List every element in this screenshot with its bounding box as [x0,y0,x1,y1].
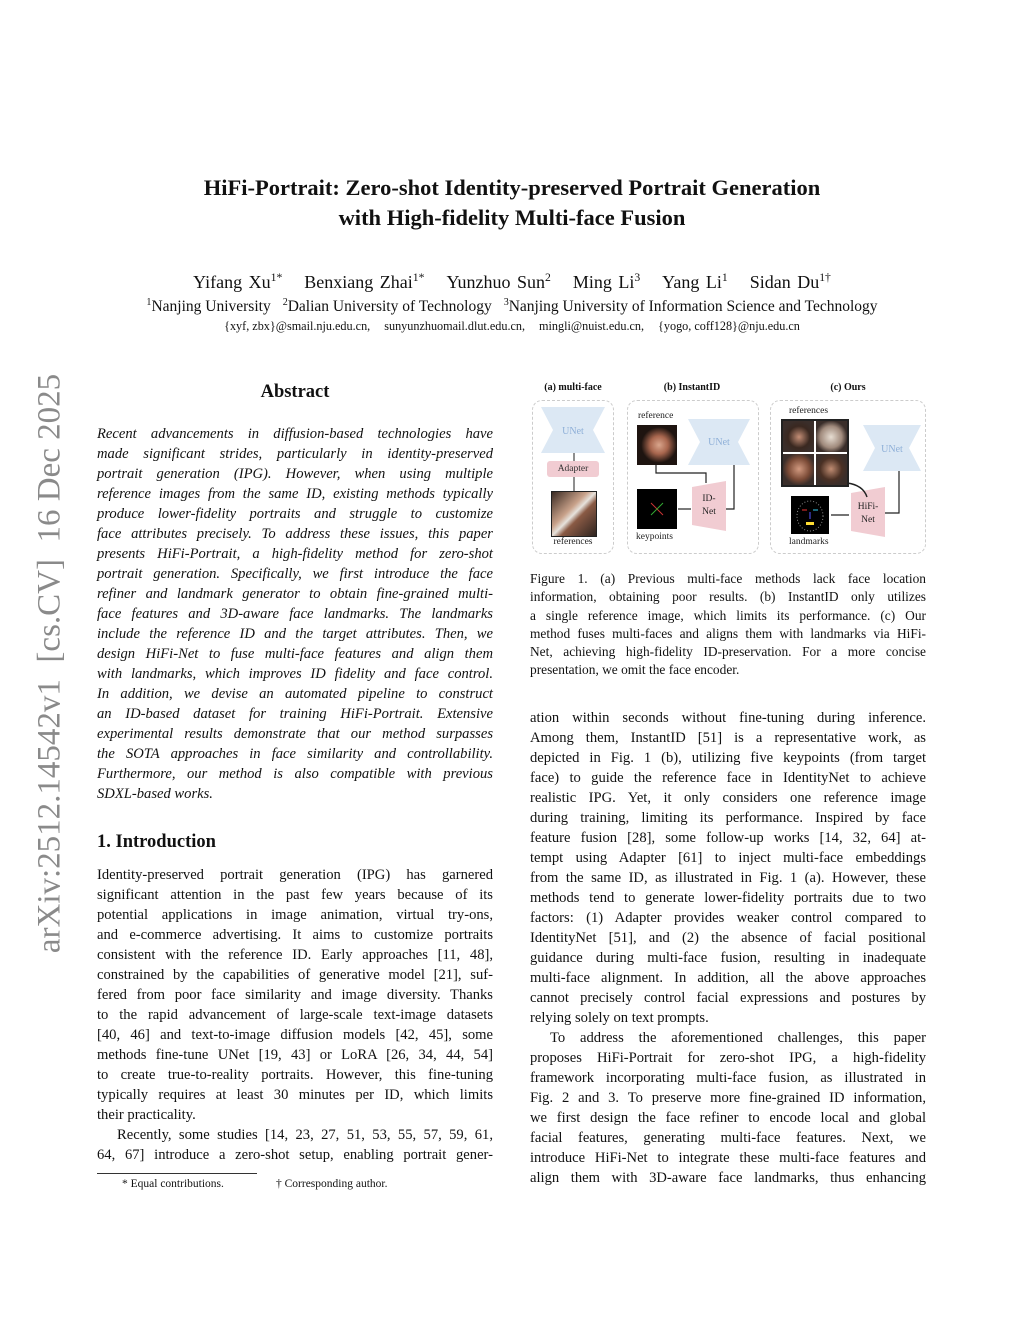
text-line: Fig. 2 and 3. To preserve more fine-grained ID information, [530,1090,926,1106]
text-line: with landmarks, which improves ID fidelity and face control. [97,666,493,682]
text-line: to the rapid advancement of large-scale text-image datasets [97,1007,493,1023]
text-line: Identity-preserved portrait generation (IPG) has garnered [97,867,493,883]
text-line: framework incorporating multi-face fusion, as illustrated in [530,1070,926,1086]
text-line: Among them, InstantID [51] is a representative work, as [530,730,926,746]
text-line: and e-commerce advertising. It aims to customize portraits [97,927,493,943]
text-line: include the reference ID and the target attributes. Then, we [97,626,493,642]
affiliation [283,298,492,315]
text-line: methods tend to generate lower-fidelity portraits due to two [530,890,926,906]
text-line: presentation, we omit the face encoder. [530,662,740,678]
text-line: ation within seconds without fine-tuning during inference. [530,710,926,726]
text-line: introduce HiFi-Net to integrate these multi-face features and [530,1150,926,1166]
text-line: IdentityNet [51], and (2) the absence of facial positional [530,930,926,946]
abstract-heading: Abstract [260,382,330,402]
text-line: feature fusion [28], some follow-up works [14, 32, 64] at- [530,830,926,846]
landmarks-label: landmarks [789,537,829,547]
author-name: Yunzhuo Sun [446,272,545,292]
text-line: their practicality. [97,1107,196,1123]
text-line: to create true-to-reality portraits. However, this fine-tuning [97,1067,493,1083]
text-line: realistic IPG. Yet, it only considers one reference image [530,790,926,806]
author-name: Benxiang Zhai [304,272,413,292]
text-line: face features and 3D-aware face landmarks. The landmarks [97,606,493,622]
text-line: design HiFi-Net to fuse multi-face features and align them [97,646,493,662]
arrows [771,401,925,553]
adapter-block: Adapter [547,461,599,477]
text-line: 64, 67] introduce a zero-shot setup, enabling portrait gener- [97,1147,493,1163]
text-line: Furthermore, our method is also compatible with previous [97,766,493,782]
text-line: tempt using Adapter [61] to inject multi-face embeddings [530,850,926,866]
paper-title-line-2: with High-fidelity Multi-face Fusion [338,205,686,230]
author-name: Sidan Du [749,272,820,292]
text-line: we first design the face refiner to encode local and global [530,1110,926,1126]
email-address: {xyf, zbx}@smail.nju.edu.cn, [224,319,371,333]
figure-1-caption [530,570,926,680]
text-line: Recent advancements in diffusion-based technologies have [97,426,493,442]
panel-c-ours [770,400,926,554]
author [573,272,640,292]
text-line: portrait generation. Specifically, we first introduce the face [97,566,493,582]
text-line: significant attention in the past few years because of its [97,887,493,903]
right-column-body [530,708,926,1188]
abstract-body [97,424,493,804]
author-list [0,271,1024,293]
author-affiliation-mark: 1† [819,271,831,284]
text-line: portrait generation (IPG). However, when using multiple [97,466,493,482]
text-line: constrained by the capabilities of generative model [21], suf- [97,967,493,983]
text-line: fered from poor face similarity and image diversity. Thanks [97,987,493,1003]
text-line: In addition, we devise an automated pipeline to construct [97,686,493,702]
footnote-rule [97,1173,257,1174]
author [193,272,282,292]
text-line: potential applications in image animation, virtual try-ons, [97,907,493,923]
text-line: relying solely on text prompts. [530,1010,709,1026]
affiliation-mark: 2 [282,297,288,308]
reference-faces-grid [551,491,597,537]
affiliation [146,298,270,315]
text-line: from the same ID, as illustrated in Fig. 1 (a). However, these [530,870,926,886]
text-line: proposes HiFi-Portrait for zero-shot IPG, a high-fidelity [530,1050,926,1066]
introduction-body [97,865,493,1165]
arrows [628,401,758,553]
author [662,272,728,292]
footnote-corresponding-author: † Corresponding author. [276,1178,388,1190]
panel-b-instantid [627,400,759,554]
affiliation-mark: 3 [503,297,509,308]
hifinet-label: HiFi- Net [857,502,879,525]
text-line: Net, achieving high-fidelity ID-preservation. For a more concise [530,644,926,660]
arxiv-identifier: arXiv:2512.14542v1 [cs.CV] 16 Dec 2025 [31,373,68,954]
email-address: mingli@nuist.edu.cn, [539,319,645,333]
text-line: face) to guide the reference face in IdentityNet to achieve [530,770,926,786]
text-line: [40, 46] and text-to-image diffusion models [42, 45], some [97,1027,493,1043]
unet-label: UNet [562,426,584,437]
email-list [0,319,1024,334]
text-line: Recently, some studies [14, 23, 27, 51, 53, 55, 57, 59, 61, [117,1127,493,1143]
author-affiliation-mark: 1 [721,271,728,284]
affiliation-name: Dalian University of Technology [287,298,492,316]
text-line: the SOTA approaches in face similarity and controllability. [97,746,493,762]
text-line: align them with 3D-aware face landmarks, thus enhancing [530,1170,926,1186]
text-line: facial features, generating multi-face features. Next, we [530,1130,926,1146]
author-name: Yang Li [662,272,722,292]
text-line: reference images from the same ID, existing methods typically [97,486,493,502]
affiliation-mark: 1 [146,297,152,308]
unet-label: UNet [881,444,903,455]
author-affiliation-mark: 3 [634,271,641,284]
author-affiliation-mark: 1* [270,271,283,284]
text-line: experimental results demonstrate that our method surpasses [97,726,493,742]
affiliation-list [0,297,1024,316]
references-label: references [553,537,593,547]
text-line: typically requires at least 30 minutes per ID, which limits [97,1087,493,1103]
affiliation-name: Nanjing University [151,298,271,316]
text-line: guidance during multi-face fusion, resulting in inadequate [530,950,926,966]
text-line: To address the aforementioned challenges, this paper [550,1030,926,1046]
paper-title-line-1: HiFi-Portrait: Zero-shot Identity-preserved Portrait Generation [203,175,821,200]
text-line: an ID-based dataset for training HiFi-Portrait. Extensive [97,706,493,722]
text-line: made significant strides, particularly in identity-preserved [97,446,493,462]
text-line: produce lower-fidelity portraits and struggle to customize [97,506,493,522]
text-line: refiner and landmark generator to obtain fine-grained multi- [97,586,493,602]
unet-label: UNet [708,437,730,448]
text-line: face attributes precisely. To address these issues, this paper [97,526,493,542]
text-line: consistent with the reference ID. Early approaches [11, 48], [97,947,493,963]
text-line: during training, limiting its performance. Inspired by face [530,810,926,826]
author [304,272,424,292]
idnet-label: ID- Net [702,494,716,517]
text-line: presents HiFi-Portrait, a high-fidelity method for zero-shot [97,546,493,562]
panel-a-multi-face [532,400,614,554]
text-line: depicted in Fig. 1 (b), utilizing five keypoints (from target [530,750,926,766]
text-line: methods fine-tune UNet [19, 43] or LoRA [26, 34, 44, 54] [97,1047,493,1063]
author-affiliation-mark: 1* [412,271,425,284]
email-address: {yogo, coff128}@nju.edu.cn [658,319,800,333]
text-line: SDXL-based works. [97,786,213,802]
references-label: references [789,406,829,416]
text-line: a single reference image, which limits its performance. (c) Our [530,607,926,623]
affiliation [504,298,878,315]
email-address: sunyunzhuomail.dlut.edu.cn, [384,319,526,333]
panel-a-title: (a) multi-face [544,382,602,393]
text-line: cannot precisely control facial expressions and postures by [530,990,926,1006]
footnote-equal-contribution: * Equal contributions. [122,1178,224,1190]
text-line: factors: (1) Adapter provides weaker control compared to [530,910,926,926]
text-line: method fuses multi-faces and aligns them with landmarks via HiFi- [530,625,926,641]
keypoints-label: keypoints [636,532,673,542]
author [750,272,831,292]
author-name: Yifang Xu [193,272,271,292]
panel-b-title: (b) InstantID [663,382,721,393]
reference-label: reference [638,411,674,421]
author-affiliation-mark: 2 [544,271,551,284]
affiliation-name: Nanjing University of Information Science and Technology [508,298,878,316]
panel-c-title: (c) Ours [830,382,866,393]
author [446,272,550,292]
figure-1 [530,378,930,558]
section-heading-introduction: 1. Introduction [97,832,216,852]
text-line: multi-face alignment. In addition, all the above approaches [530,970,926,986]
text-line: information, obtaining poor results. (b) InstantID only utilizes [530,589,926,605]
author-name: Ming Li [572,272,635,292]
text-line: Figure 1. (a) Previous multi-face methods lack face location [530,571,926,586]
